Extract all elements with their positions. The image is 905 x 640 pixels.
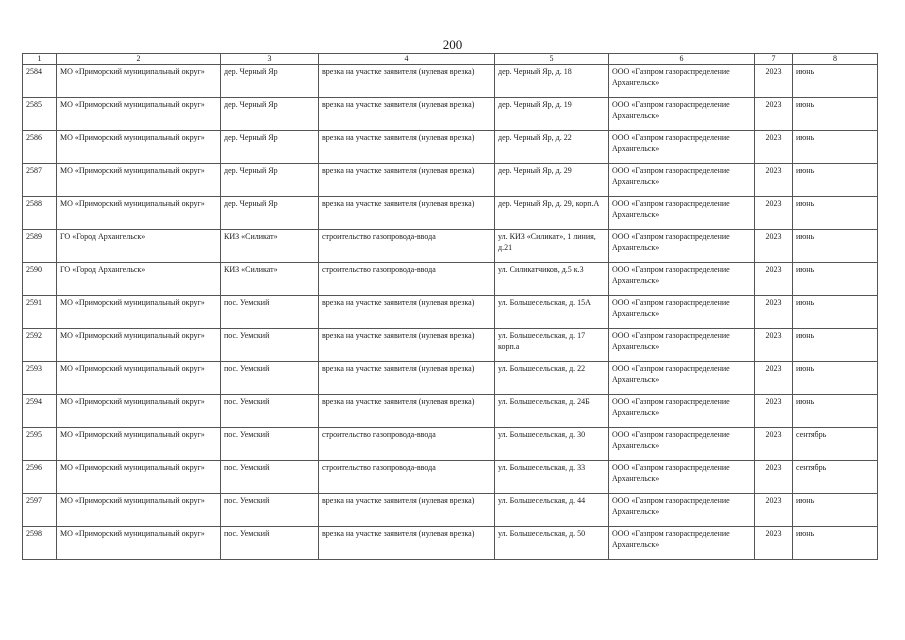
work-type-cell: врезка на участке заявителя (нулевая врезка) bbox=[319, 131, 495, 164]
address-cell: дер. Черный Яр, д. 29 bbox=[495, 164, 609, 197]
table-row bbox=[23, 164, 878, 197]
settlement-cell: пос. Уемский bbox=[221, 395, 319, 428]
address-cell: ул. Большесельская, д. 22 bbox=[495, 362, 609, 395]
municipality-cell: МО «Приморский муниципальный округ» bbox=[57, 461, 221, 494]
contractor-cell: ООО «Газпром газораспределение Архангельск» bbox=[609, 329, 755, 362]
year-cell: 2023 bbox=[755, 65, 793, 98]
month-cell: июнь bbox=[793, 527, 878, 560]
month-cell: июнь bbox=[793, 230, 878, 263]
table-row bbox=[23, 131, 878, 164]
municipality-cell: ГО «Город Архангельск» bbox=[57, 263, 221, 296]
table-row bbox=[23, 98, 878, 131]
row-number-cell: 2590 bbox=[23, 263, 57, 296]
year-cell: 2023 bbox=[755, 329, 793, 362]
month-cell: сентябрь bbox=[793, 461, 878, 494]
year-cell: 2023 bbox=[755, 197, 793, 230]
municipality-cell: МО «Приморский муниципальный округ» bbox=[57, 296, 221, 329]
row-number-cell: 2592 bbox=[23, 329, 57, 362]
table-row bbox=[23, 494, 878, 527]
address-cell: ул. Большесельская, д. 30 bbox=[495, 428, 609, 461]
year-cell: 2023 bbox=[755, 428, 793, 461]
table-row bbox=[23, 428, 878, 461]
column-header: 2 bbox=[57, 54, 221, 65]
row-number-cell: 2589 bbox=[23, 230, 57, 263]
municipality-cell: МО «Приморский муниципальный округ» bbox=[57, 428, 221, 461]
year-cell: 2023 bbox=[755, 395, 793, 428]
row-number-cell: 2591 bbox=[23, 296, 57, 329]
column-header: 5 bbox=[495, 54, 609, 65]
row-number-cell: 2586 bbox=[23, 131, 57, 164]
address-cell: ул. Большесельская, д. 17 корп.а bbox=[495, 329, 609, 362]
work-type-cell: врезка на участке заявителя (нулевая врезка) bbox=[319, 527, 495, 560]
table-row bbox=[23, 197, 878, 230]
municipality-cell: МО «Приморский муниципальный округ» bbox=[57, 65, 221, 98]
gasification-table bbox=[22, 53, 878, 560]
row-number-cell: 2584 bbox=[23, 65, 57, 98]
settlement-cell: пос. Уемский bbox=[221, 362, 319, 395]
settlement-cell: дер. Черный Яр bbox=[221, 98, 319, 131]
work-type-cell: врезка на участке заявителя (нулевая врезка) bbox=[319, 329, 495, 362]
settlement-cell: дер. Черный Яр bbox=[221, 65, 319, 98]
year-cell: 2023 bbox=[755, 131, 793, 164]
municipality-cell: МО «Приморский муниципальный округ» bbox=[57, 164, 221, 197]
row-number-cell: 2593 bbox=[23, 362, 57, 395]
month-cell: июнь bbox=[793, 197, 878, 230]
year-cell: 2023 bbox=[755, 296, 793, 329]
settlement-cell: пос. Уемский bbox=[221, 527, 319, 560]
year-cell: 2023 bbox=[755, 230, 793, 263]
year-cell: 2023 bbox=[755, 164, 793, 197]
address-cell: дер. Черный Яр, д. 22 bbox=[495, 131, 609, 164]
municipality-cell: МО «Приморский муниципальный округ» bbox=[57, 395, 221, 428]
settlement-cell: пос. Уемский bbox=[221, 329, 319, 362]
row-number-cell: 2598 bbox=[23, 527, 57, 560]
municipality-cell: ГО «Город Архангельск» bbox=[57, 230, 221, 263]
settlement-cell: КИЗ «Силикат» bbox=[221, 263, 319, 296]
table-row bbox=[23, 395, 878, 428]
table-row bbox=[23, 527, 878, 560]
address-cell: ул. Большесельская, д. 15А bbox=[495, 296, 609, 329]
address-cell: дер. Черный Яр, д. 19 bbox=[495, 98, 609, 131]
row-number-cell: 2595 bbox=[23, 428, 57, 461]
table-row bbox=[23, 65, 878, 98]
work-type-cell: врезка на участке заявителя (нулевая врезка) bbox=[319, 65, 495, 98]
month-cell: июнь bbox=[793, 131, 878, 164]
settlement-cell: пос. Уемский bbox=[221, 494, 319, 527]
month-cell: июнь bbox=[793, 164, 878, 197]
municipality-cell: МО «Приморский муниципальный округ» bbox=[57, 527, 221, 560]
row-number-cell: 2596 bbox=[23, 461, 57, 494]
address-cell: дер. Черный Яр, д. 18 bbox=[495, 65, 609, 98]
table-row bbox=[23, 230, 878, 263]
contractor-cell: ООО «Газпром газораспределение Архангельск» bbox=[609, 164, 755, 197]
row-number-cell: 2588 bbox=[23, 197, 57, 230]
contractor-cell: ООО «Газпром газораспределение Архангельск» bbox=[609, 395, 755, 428]
address-cell: ул. Большесельская, д. 44 bbox=[495, 494, 609, 527]
table-row bbox=[23, 461, 878, 494]
address-cell: ул. Большесельская, д. 50 bbox=[495, 527, 609, 560]
work-type-cell: врезка на участке заявителя (нулевая врезка) bbox=[319, 494, 495, 527]
municipality-cell: МО «Приморский муниципальный округ» bbox=[57, 197, 221, 230]
month-cell: июнь bbox=[793, 329, 878, 362]
settlement-cell: дер. Черный Яр bbox=[221, 131, 319, 164]
month-cell: июнь bbox=[793, 296, 878, 329]
work-type-cell: врезка на участке заявителя (нулевая врезка) bbox=[319, 164, 495, 197]
contractor-cell: ООО «Газпром газораспределение Архангельск» bbox=[609, 65, 755, 98]
table-row bbox=[23, 362, 878, 395]
row-number-cell: 2585 bbox=[23, 98, 57, 131]
month-cell: сентябрь bbox=[793, 428, 878, 461]
table-row bbox=[23, 296, 878, 329]
work-type-cell: врезка на участке заявителя (нулевая врезка) bbox=[319, 296, 495, 329]
month-cell: июнь bbox=[793, 395, 878, 428]
work-type-cell: строительство газопровода-ввода bbox=[319, 230, 495, 263]
year-cell: 2023 bbox=[755, 527, 793, 560]
work-type-cell: врезка на участке заявителя (нулевая врезка) bbox=[319, 395, 495, 428]
contractor-cell: ООО «Газпром газораспределение Архангельск» bbox=[609, 197, 755, 230]
month-cell: июнь bbox=[793, 494, 878, 527]
contractor-cell: ООО «Газпром газораспределение Архангельск» bbox=[609, 461, 755, 494]
contractor-cell: ООО «Газпром газораспределение Архангельск» bbox=[609, 263, 755, 296]
work-type-cell: врезка на участке заявителя (нулевая врезка) bbox=[319, 362, 495, 395]
year-cell: 2023 bbox=[755, 98, 793, 131]
work-type-cell: врезка на участке заявителя (нулевая врезка) bbox=[319, 197, 495, 230]
work-type-cell: строительство газопровода-ввода bbox=[319, 263, 495, 296]
year-cell: 2023 bbox=[755, 461, 793, 494]
table-row bbox=[23, 263, 878, 296]
column-header: 6 bbox=[609, 54, 755, 65]
contractor-cell: ООО «Газпром газораспределение Архангельск» bbox=[609, 131, 755, 164]
contractor-cell: ООО «Газпром газораспределение Архангельск» bbox=[609, 296, 755, 329]
column-header: 7 bbox=[755, 54, 793, 65]
month-cell: июнь bbox=[793, 98, 878, 131]
settlement-cell: КИЗ «Силикат» bbox=[221, 230, 319, 263]
address-cell: ул. КИЗ «Силикат», 1 линия, д.21 bbox=[495, 230, 609, 263]
settlement-cell: дер. Черный Яр bbox=[221, 197, 319, 230]
row-number-cell: 2597 bbox=[23, 494, 57, 527]
contractor-cell: ООО «Газпром газораспределение Архангельск» bbox=[609, 494, 755, 527]
column-header: 4 bbox=[319, 54, 495, 65]
month-cell: июнь bbox=[793, 362, 878, 395]
municipality-cell: МО «Приморский муниципальный округ» bbox=[57, 131, 221, 164]
contractor-cell: ООО «Газпром газораспределение Архангельск» bbox=[609, 527, 755, 560]
column-number-row bbox=[23, 54, 878, 65]
column-header: 1 bbox=[23, 54, 57, 65]
settlement-cell: дер. Черный Яр bbox=[221, 164, 319, 197]
row-number-cell: 2587 bbox=[23, 164, 57, 197]
year-cell: 2023 bbox=[755, 494, 793, 527]
address-cell: дер. Черный Яр, д. 29, корп.А bbox=[495, 197, 609, 230]
municipality-cell: МО «Приморский муниципальный округ» bbox=[57, 494, 221, 527]
contractor-cell: ООО «Газпром газораспределение Архангельск» bbox=[609, 428, 755, 461]
contractor-cell: ООО «Газпром газораспределение Архангельск» bbox=[609, 362, 755, 395]
work-type-cell: врезка на участке заявителя (нулевая врезка) bbox=[319, 98, 495, 131]
work-type-cell: строительство газопровода-ввода bbox=[319, 461, 495, 494]
table-body bbox=[23, 65, 878, 560]
address-cell: ул. Большесельская, д. 33 bbox=[495, 461, 609, 494]
municipality-cell: МО «Приморский муниципальный округ» bbox=[57, 362, 221, 395]
settlement-cell: пос. Уемский bbox=[221, 428, 319, 461]
year-cell: 2023 bbox=[755, 263, 793, 296]
address-cell: ул. Силикатчиков, д.5 к.3 bbox=[495, 263, 609, 296]
month-cell: июнь bbox=[793, 263, 878, 296]
municipality-cell: МО «Приморский муниципальный округ» bbox=[57, 98, 221, 131]
table-row bbox=[23, 329, 878, 362]
address-cell: ул. Большесельская, д. 24Б bbox=[495, 395, 609, 428]
settlement-cell: пос. Уемский bbox=[221, 296, 319, 329]
row-number-cell: 2594 bbox=[23, 395, 57, 428]
settlement-cell: пос. Уемский bbox=[221, 461, 319, 494]
month-cell: июнь bbox=[793, 65, 878, 98]
column-header: 3 bbox=[221, 54, 319, 65]
work-type-cell: строительство газопровода-ввода bbox=[319, 428, 495, 461]
contractor-cell: ООО «Газпром газораспределение Архангельск» bbox=[609, 98, 755, 131]
column-header: 8 bbox=[793, 54, 878, 65]
contractor-cell: ООО «Газпром газораспределение Архангельск» bbox=[609, 230, 755, 263]
page-number: 200 bbox=[442, 37, 463, 52]
year-cell: 2023 bbox=[755, 362, 793, 395]
municipality-cell: МО «Приморский муниципальный округ» bbox=[57, 329, 221, 362]
